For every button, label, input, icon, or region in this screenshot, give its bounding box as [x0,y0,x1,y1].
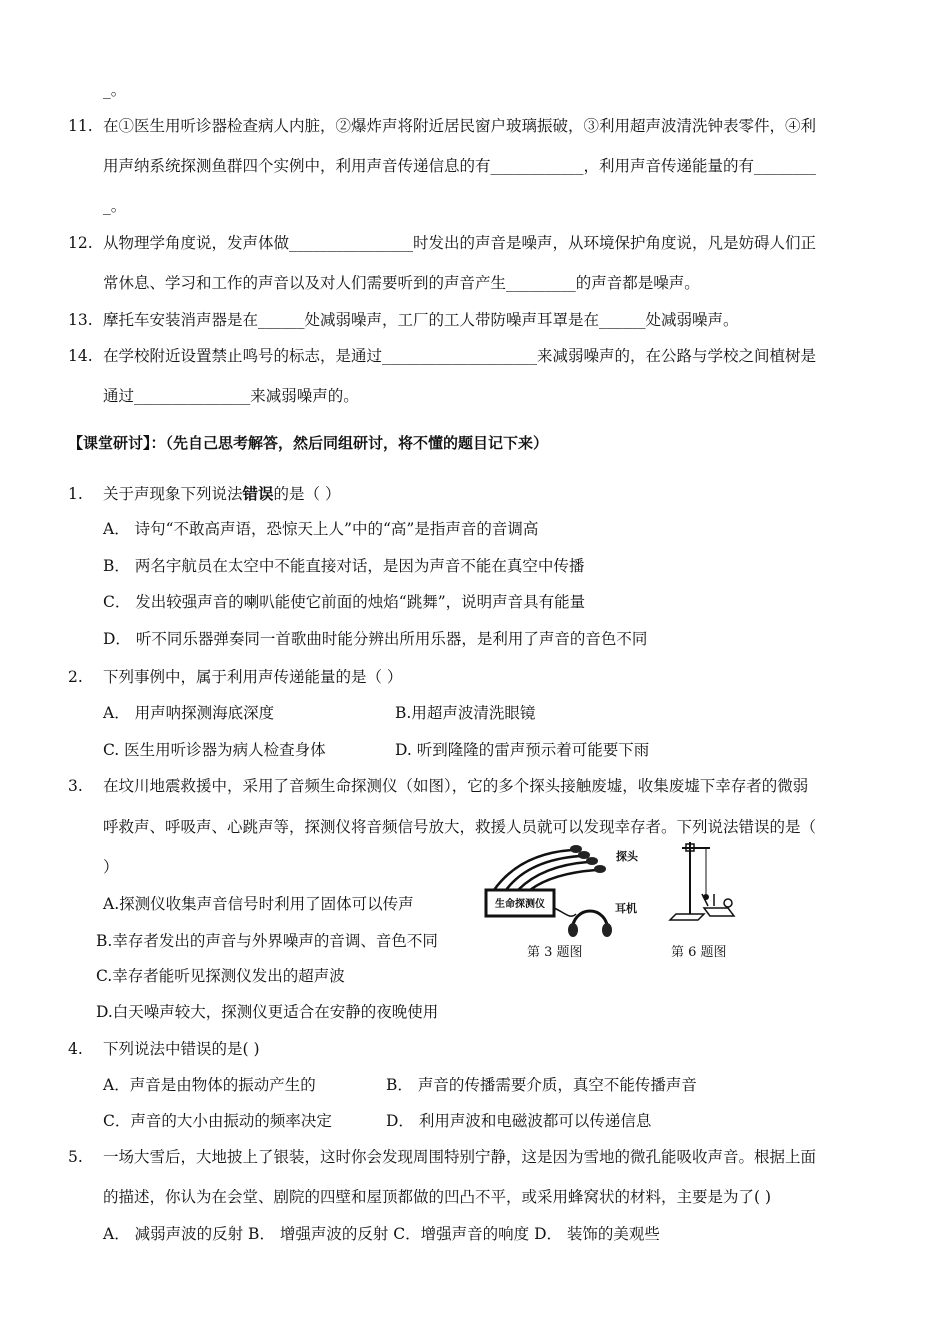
q13-line1: 摩托车安装消声器是在______处减弱噪声，工厂的工人带防噪声耳罩是在______处减弱噪声。 [103,311,739,329]
q2-option-a: A． 用声呐探测海底深度 [103,704,275,722]
q1-option-b: B． 两名宇航员在太空中不能直接对话，是因为声音不能在真空中传播 [103,557,585,575]
q1-stem [103,484,340,504]
q1-option-d: D． 听不同乐器弹奏同一首歌曲时能分辨出所用乐器，是利用了声音的音色不同 [103,630,648,648]
section-heading: 【课堂研讨】：（先自己思考解答，然后同组研讨，将不懂的题目记下来） [68,434,549,452]
q3-line2: 呼救声、呼吸声、心跳声等，探测仪将音频信号放大，救援人员就可以发现幸存者。下列说法错误的是（ [103,818,817,836]
q5-number: 5. [68,1148,83,1166]
q12-number: 12. [68,234,93,252]
q2-stem: 下列事例中，属于利用声传递能量的是（ ） [103,668,403,686]
q11-line3: _。 [103,197,127,215]
q14-line1: 在学校附近设置禁止鸣号的标志，是通过____________________来减弱噪声的，在公路与学校之间植树是 [103,347,817,365]
figure-life-detector [484,842,634,938]
q3-line3: ） [103,858,119,876]
figure-tuning-fork-stand [662,836,742,926]
q4-option-d: D． 利用声波和电磁波都可以传递信息 [386,1112,652,1130]
q1-option-c: C． 发出较强声音的喇叭能使它前面的烛焰“跳舞”，说明声音具有能量 [103,593,586,611]
q12-line1: 从物理学角度说，发声体做________________时发出的声音是噪声，从环境保护角度说，凡是妨碍人们正 [103,234,817,252]
q12-line2: 常休息、学习和工作的声音以及对人们需要听到的声音产生_________的声音都是噪声。 [103,274,700,292]
q5-line2: 的描述，你认为在会堂、剧院的四壁和屋顶都做的凹凸不平，或采用蜂窝状的材料，主要是为了( ) [103,1188,772,1206]
q3-option-b: B.幸存者发出的声音与外界噪声的音调、音色不同 [96,932,438,950]
q14-number: 14. [68,347,93,365]
q5-line1: 一场大雪后，大地披上了银装，这时你会发现周围特别宁静，这是因为雪地的微孔能吸收声音。根据上面 [103,1148,817,1166]
q3-option-d: D.白天噪声较大，探测仪更适合在安静的夜晚使用 [96,1003,439,1021]
probe-label: 探头 [616,850,638,863]
q1-stem-emphasis: 错误 [242,484,274,503]
q2-option-b: B.用超声波清洗眼镜 [395,704,536,722]
q4-stem: 下列说法中错误的是( ) [103,1040,260,1058]
q1-stem-end: 的是（ ） [273,485,341,503]
q5-options: A． 减弱声波的反射 B． 增强声波的反射 C．增强声音的响度 D． 装饰的美观些 [103,1225,660,1243]
q2-number: 2. [68,668,83,686]
life-detector-drawing [484,842,634,938]
q3-number: 3. [68,777,83,795]
q11-line2: 用声纳系统探测鱼群四个实例中，利用声音传递信息的有____________，利用声音传递能量的有________ [103,157,817,175]
tuning-fork-stand-drawing [662,836,742,926]
q3-option-a: A.探测仪收集声音信号时利用了固体可以传声 [103,895,414,913]
q1-stem-start: 关于声现象下列说法 [103,485,243,503]
q14-line2: 通过_______________来减弱噪声的。 [103,387,359,405]
q11-line1: 在①医生用听诊器检查病人内脏，②爆炸声将附近居民窗户玻璃振破，③利用超声波清洗钟表零件，④利 [103,117,817,135]
top-line-fragment: _。 [103,81,127,99]
q2-option-d: D. 听到隆隆的雷声预示着可能要下雨 [395,741,650,759]
q1-option-a: A． 诗句“不敢高声语，恐惊天上人”中的“高”是指声音的音调高 [103,520,539,538]
q4-option-c: C．声音的大小由振动的频率决定 [103,1112,332,1130]
device-label: 生命探测仪 [495,899,545,910]
q4-number: 4. [68,1040,83,1058]
figure-6-caption: 第 6 题图 [671,945,727,960]
q2-option-c: C. 医生用听诊器为病人检查身体 [103,741,326,759]
q4-option-b: B． 声音的传播需要介质，真空不能传播声音 [386,1076,697,1094]
earphone-label: 耳机 [615,902,637,915]
q3-line1: 在坟川地震救援中，采用了音频生命探测仪（如图），它的多个探头接触废墟，收集废墟下幸存者的微弱 [103,777,809,795]
figure-3-caption: 第 3 题图 [527,945,583,960]
q3-option-c: C.幸存者能听见探测仪发出的超声波 [96,967,345,985]
q13-number: 13. [68,311,93,329]
q4-option-a: A．声音是由物体的振动产生的 [103,1076,316,1094]
q11-number: 11. [68,117,93,135]
q1-number: 1. [68,485,83,503]
